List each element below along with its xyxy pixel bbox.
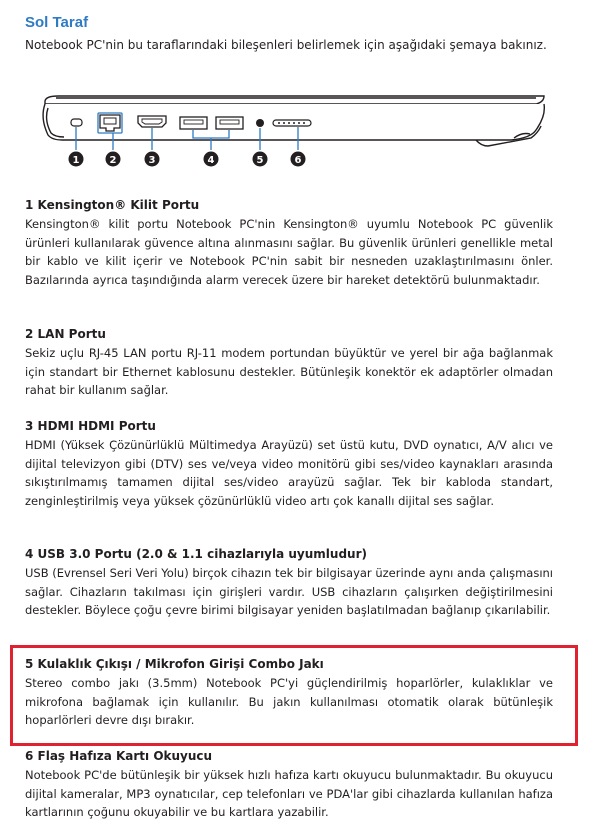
- notebook-left-side-diagram: [36, 88, 556, 170]
- section-heading: 1 Kensington® Kilit Portu: [25, 198, 200, 212]
- callout-badges: [69, 152, 306, 167]
- section-heading: 3 HDMI HDMI Portu: [25, 419, 156, 433]
- section-body: HDMI (Yüksek Çözünürlüklü Mültimedya Arayüzü) set üstü kutu, DVD oynatıcı, A/V alıcı ve dijital televizyon gibi (DTV) ses ve/veya video monitörü gibi ses/video kaynakları arasında sıkıştırılmamış tamamen dijital ses/video arayüzü sağlar. Tek bir kabloda standart, zenginleştirilmiş veya yüksek çözünürlüklü video artı çok kanallı dijital ses sağlar.: [25, 438, 553, 508]
- section-kensington: [25, 197, 553, 289]
- section-heading: 4 USB 3.0 Portu (2.0 & 1.1 cihazlarıyla uyumludur): [25, 547, 367, 561]
- callout-3-label: 3: [148, 155, 156, 166]
- highlight-box: [10, 645, 578, 746]
- section-heading: 6 Flaş Hafıza Kartı Okuyucu: [25, 749, 213, 763]
- callout-6-label: 6: [294, 155, 302, 166]
- section-body: USB (Evrensel Seri Veri Yolu) birçok cihazın tek bir bilgisayar üzerinde aynı anda çalışmasını sağlar. Cihazların takılması için girişleri vardır. USB cihazların çalışırken değiştirilmesini destekler. Böylece çoğu çevre birimi bilgisayar yeniden başlatılmadan bağlanıp çıkarılabilir.: [25, 566, 553, 618]
- section-lan: [25, 326, 553, 400]
- section-card-reader: [25, 748, 553, 822]
- section-hdmi: [25, 418, 553, 510]
- section-body: Sekiz uçlu RJ-45 LAN portu RJ-11 modem portundan büyüktür ve yerel bir ağa bağlanmak için standart bir Ethernet kablosunu destekler. Bütünleşik konektör ek adaptörler olmadan rahat bir kullanım sağlar.: [25, 346, 553, 398]
- section-body: Kensington® kilit portu Notebook PC'nin Kensington® uyumlu Notebook PC güvenlik ürünleri kullanılarak güvence altına alınmasını sağlar. Bu güvenlik ürünleri genellikle metal bir kablo ve kilit içerir ve Notebook PC'nin sabit bir nesneden uzaklaştırılmasını önler. Bazılarında ayrıca taşındığında alarm verecek üzere bir hareket detektörü bulunmaktadır.: [25, 217, 553, 287]
- page-title: Sol Taraf: [25, 14, 89, 31]
- callout-1-label: 1: [72, 155, 80, 166]
- section-heading: 2 LAN Portu: [25, 327, 106, 341]
- callout-5-label: 5: [256, 155, 264, 166]
- callout-2-label: 2: [109, 155, 117, 166]
- section-body: Stereo combo jakı (3.5mm) Notebook PC'yi güçlendirilmiş hoparlörler, kulaklıklar ve mikrofona bağlamak için kullanılır. Bu jakın kullanılması otomatik olarak bütünleşik hoparlörleri devre dışı bırakır.: [25, 676, 553, 728]
- section-usb: [25, 546, 553, 620]
- callout-4-label: 4: [207, 155, 215, 166]
- section-body: Notebook PC'de bütünleşik bir yüksek hızlı hafıza kartı okuyucu bulunmaktadır. Bu okuyucu dijital kameralar, MP3 oynatıcılar, cep telefonları ve PDA'lar gibi cihazlarda kullanılan hafıza kartlarının çoğunu okuyabilir ve bu kartlara yazabilir.: [25, 768, 553, 820]
- intro-text: Notebook PC'nin bu taraflarındaki bileşenleri belirlemek için aşağıdaki şemaya bakınız.: [25, 38, 547, 52]
- audio-jack-glyph: [256, 119, 264, 127]
- section-heading: 5 Kulaklık Çıkışı / Mikrofon Girişi Combo Jakı: [25, 657, 324, 671]
